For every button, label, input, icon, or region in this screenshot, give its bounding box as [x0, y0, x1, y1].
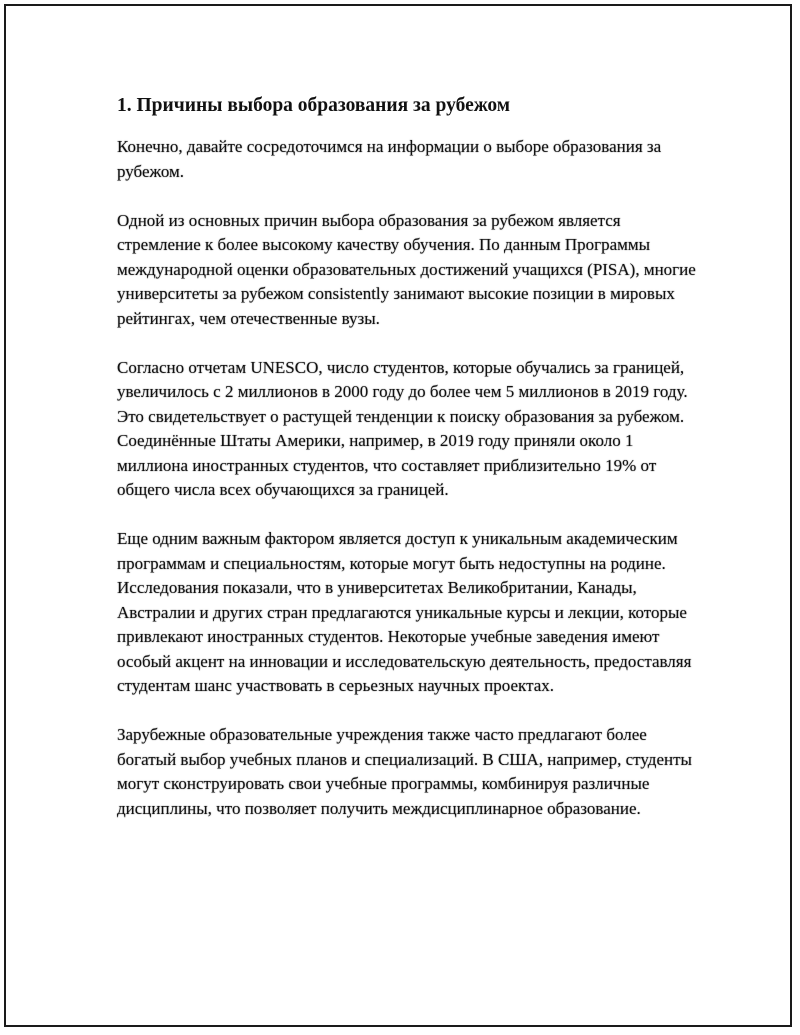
paragraph-quality: Одной из основных причин выбора образования за рубежом является стремление к более высокому качеству обучения. По данным Программы международной оценки образовательных достижений учащихся (PISA), многие университеты за рубежом consistently занимают высокие позиции в мировых рейтингах, чем отечественные вузы.	[117, 210, 696, 328]
section-heading: 1. Причины выбора образования за рубежом	[117, 95, 511, 116]
paragraph-curricula: Зарубежные образовательные учреждения также часто предлагают более богатый выбор учебных планов и специализаций. В США, например, студенты могут сконструировать свои учебные программы, комбинируя различные дисциплины, что позволяет получить междисциплинарное образование.	[117, 725, 692, 818]
paragraph-unesco-statistics: Согласно отчетам UNESCO, число студентов, которые обучались за границей, увеличилось с 2 миллионов в 2000 году до более чем 5 миллионов в 2019 году. Это свидетельствует о растущей тенденции к поиску образования за рубежом. Соединённые Штаты Америки, например, в 2019 году приняли около 1 миллиона иностранных студентов, что составляет приблизительно 19% от общего числа всех обучающихся за границей.	[117, 357, 688, 499]
document-body	[117, 92, 697, 821]
paragraph-intro: Конечно, давайте сосредоточимся на информации о выборе образования за рубежом.	[117, 137, 662, 181]
paragraph-unique-programs: Еще одним важным фактором является доступ к уникальным академическим программам и специальностям, которые могут быть недоступны на родине. Исследования показали, что в университетах Великобритании, Канады, Австралии и других стран предлагаются уникальные курсы и лекции, которые привлекают иностранных студентов. Некоторые учебные заведения имеют особый акцент на инновации и исследовательскую деятельность, предоставляя студентам шанс участвовать в серьезных научных проектах.	[117, 529, 692, 695]
